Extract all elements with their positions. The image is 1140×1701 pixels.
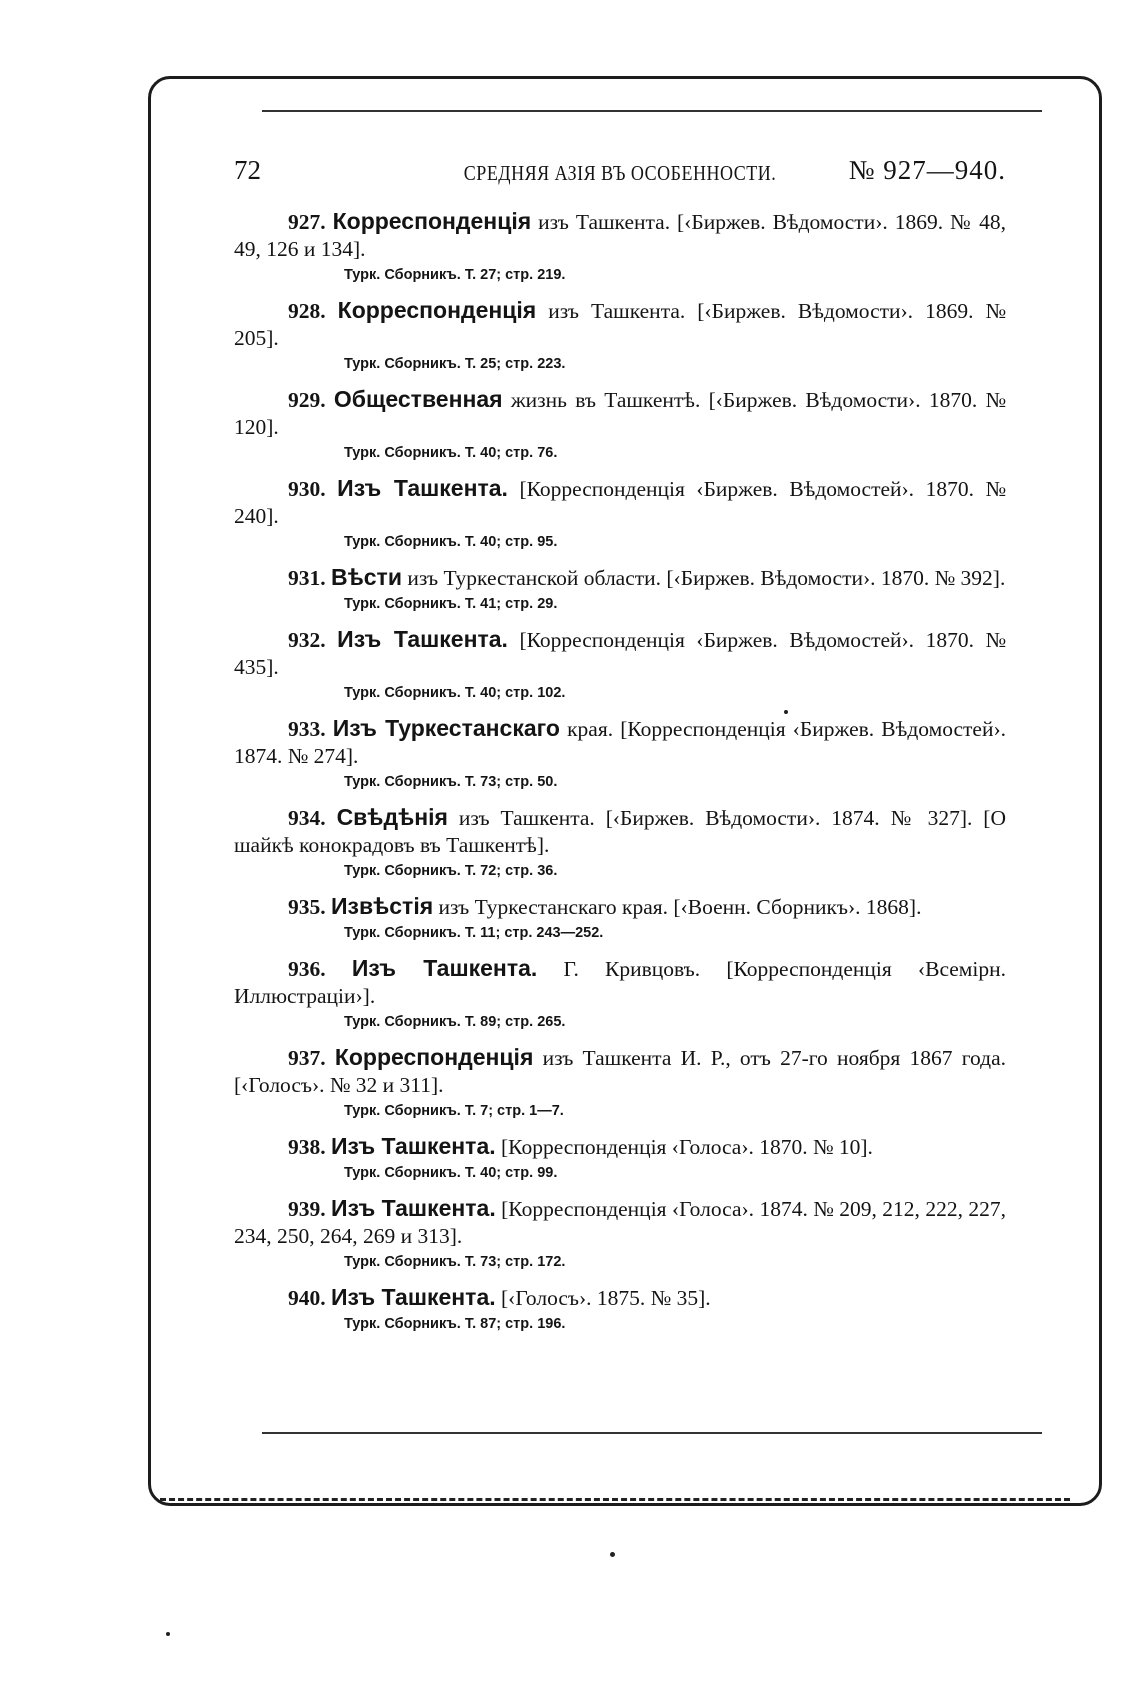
entry-text (234, 715, 1006, 770)
entry-text (234, 1044, 1006, 1099)
bibliography-entry (234, 564, 1006, 617)
entry-body: [Корреспонденція ‹Голоса›. 1870. № 10]. (495, 1135, 873, 1159)
entry-source: Турк. Сборникъ. Т. 40; стр. 76. (344, 445, 558, 461)
entry-number: 928. (288, 299, 326, 323)
running-title: СРЕДНЯЯ АЗІЯ ВЪ ОСОБЕННОСТИ. (463, 161, 777, 185)
entry-number: 927. (288, 210, 326, 234)
entry-source: Турк. Сборникъ. Т. 40; стр. 99. (344, 1165, 558, 1181)
entry-body: изъ Ташкента. [‹Биржев. Вѣдомости›. 1869. № 205]. (234, 299, 1007, 350)
entry-heading: Изъ Ташкента. (331, 1195, 496, 1221)
entry-source: Турк. Сборникъ. Т. 87; стр. 196. (344, 1316, 566, 1332)
bibliography-entry (234, 804, 1006, 884)
entry-number: 936. (288, 957, 326, 981)
entry-heading: Общественная (333, 386, 503, 412)
entry-heading: Изъ Туркестанскаго (332, 715, 560, 741)
entry-body: изъ Туркестанскаго края. [‹Военн. Сборникъ›. 1868]. (433, 895, 922, 919)
bibliography-list (234, 208, 1006, 1346)
entry-heading: Свѣдѣнія (336, 804, 448, 830)
entry-text (234, 626, 1006, 681)
entry-source: Турк. Сборникъ. Т. 11; стр. 243—252. (344, 925, 604, 941)
entry-number: 929. (288, 388, 326, 412)
page-number: 72 (234, 155, 261, 185)
entry-heading: Корреспонденція (337, 297, 537, 323)
entry-body: [Корреспонденція ‹Голоса›. 1874. № 209, 212, 222, 227, 234, 250, 264, 269 и 313]. (234, 1197, 1006, 1248)
bibliography-entry (234, 893, 1006, 946)
bibliography-entry (234, 1284, 1006, 1337)
entry-heading: Изъ Ташкента. (331, 1133, 496, 1159)
entry-text (234, 564, 1006, 592)
entry-number: 938. (288, 1135, 326, 1159)
entry-body: [Корреспонденція ‹Биржев. Вѣдомостей›. 1870. № 435]. (234, 628, 1006, 679)
entry-text (234, 804, 1006, 859)
entry-body: изъ Туркестанской области. [‹Биржев. Вѣдомости›. 1870. № 392]. (401, 566, 1006, 590)
bibliography-entry (234, 1195, 1006, 1275)
entry-heading: Корреспонденція (334, 1044, 534, 1070)
entry-range: № 927—940. (848, 155, 1006, 185)
bibliography-entry (234, 1133, 1006, 1186)
entry-source: Турк. Сборникъ. Т. 40; стр. 95. (344, 534, 558, 550)
entry-source: Турк. Сборникъ. Т. 25; стр. 223. (344, 356, 566, 372)
entry-body: изъ Ташкента. [‹Биржев. Вѣдомости›. 1869. № 48, 49, 126 и 134]. (234, 210, 1007, 261)
bibliography-entry (234, 386, 1006, 466)
entry-number: 931. (288, 566, 326, 590)
entry-body: [‹Голосъ›. 1875. № 35]. (495, 1286, 711, 1310)
bibliography-entry (234, 1044, 1006, 1124)
bibliography-entry (234, 715, 1006, 795)
bottom-dashed-rule (160, 1498, 1070, 1501)
entry-body: края. [Корреспонденція ‹Биржев. Вѣдомостей›. 1874. № 274]. (234, 717, 1007, 768)
running-header (234, 155, 1006, 195)
entry-heading: Изъ Ташкента. (351, 955, 538, 981)
ink-speck (610, 1552, 615, 1557)
bibliography-entry (234, 626, 1006, 706)
entry-source: Турк. Сборникъ. Т. 72; стр. 36. (344, 863, 558, 879)
entry-source: Турк. Сборникъ. Т. 73; стр. 172. (344, 1254, 566, 1270)
entry-text (234, 386, 1006, 441)
bibliography-entry (234, 208, 1006, 288)
bottom-rule (262, 1432, 1042, 1434)
entry-heading: Изъ Ташкента. (331, 1284, 496, 1310)
top-rule (262, 110, 1042, 112)
entry-number: 933. (288, 717, 326, 741)
entry-source: Турк. Сборникъ. Т. 27; стр. 219. (344, 267, 566, 283)
entry-number: 937. (288, 1046, 326, 1070)
entry-body: изъ Ташкента И. Р., отъ 27-го ноября 1867 года. [‹Голосъ›. № 32 и 311]. (234, 1046, 1006, 1097)
entry-heading: Изъ Ташкента. (337, 475, 508, 501)
ink-speck (166, 1632, 170, 1636)
ink-speck (784, 710, 788, 714)
entry-text (234, 1195, 1006, 1250)
bibliography-entry (234, 955, 1006, 1035)
entry-body: [Корреспонденція ‹Биржев. Вѣдомостей›. 1870. № 240]. (234, 477, 1006, 528)
entry-source: Турк. Сборникъ. Т. 40; стр. 102. (344, 685, 566, 701)
entry-source: Турк. Сборникъ. Т. 7; стр. 1—7. (344, 1103, 564, 1119)
entry-heading: Изъ Ташкента. (337, 626, 508, 652)
entry-number: 935. (288, 895, 326, 919)
entry-source: Турк. Сборникъ. Т. 89; стр. 265. (344, 1014, 566, 1030)
entry-text (234, 208, 1006, 263)
bibliography-entry (234, 475, 1006, 555)
entry-heading: Вѣсти (331, 564, 402, 590)
entry-text (234, 1284, 1006, 1312)
entry-heading: Извѣстія (331, 893, 434, 919)
entry-text (234, 893, 1006, 921)
entry-text (234, 475, 1006, 530)
entry-number: 934. (288, 806, 326, 830)
entry-heading: Корреспонденція (332, 208, 532, 234)
entry-body: жизнь въ Ташкентѣ. [‹Биржев. Вѣдомости›. 1870. № 120]. (234, 388, 1006, 439)
entry-number: 940. (288, 1286, 326, 1310)
entry-source: Турк. Сборникъ. Т. 73; стр. 50. (344, 774, 558, 790)
entry-number: 932. (288, 628, 326, 652)
entry-number: 930. (288, 477, 326, 501)
entry-source: Турк. Сборникъ. Т. 41; стр. 29. (344, 596, 558, 612)
bibliography-entry (234, 297, 1006, 377)
entry-body: изъ Ташкента. [‹Биржев. Вѣдомости›. 1874. № 327]. [О шайкѣ конокрадовъ въ Ташкентѣ]. (234, 806, 1006, 857)
entry-text (234, 955, 1006, 1010)
entry-text (234, 297, 1006, 352)
entry-body: Г. Кривцовъ. [Корреспонденція ‹Всемірн. Иллюстраціи›]. (234, 957, 1007, 1008)
entry-text (234, 1133, 1006, 1161)
entry-number: 939. (288, 1197, 326, 1221)
